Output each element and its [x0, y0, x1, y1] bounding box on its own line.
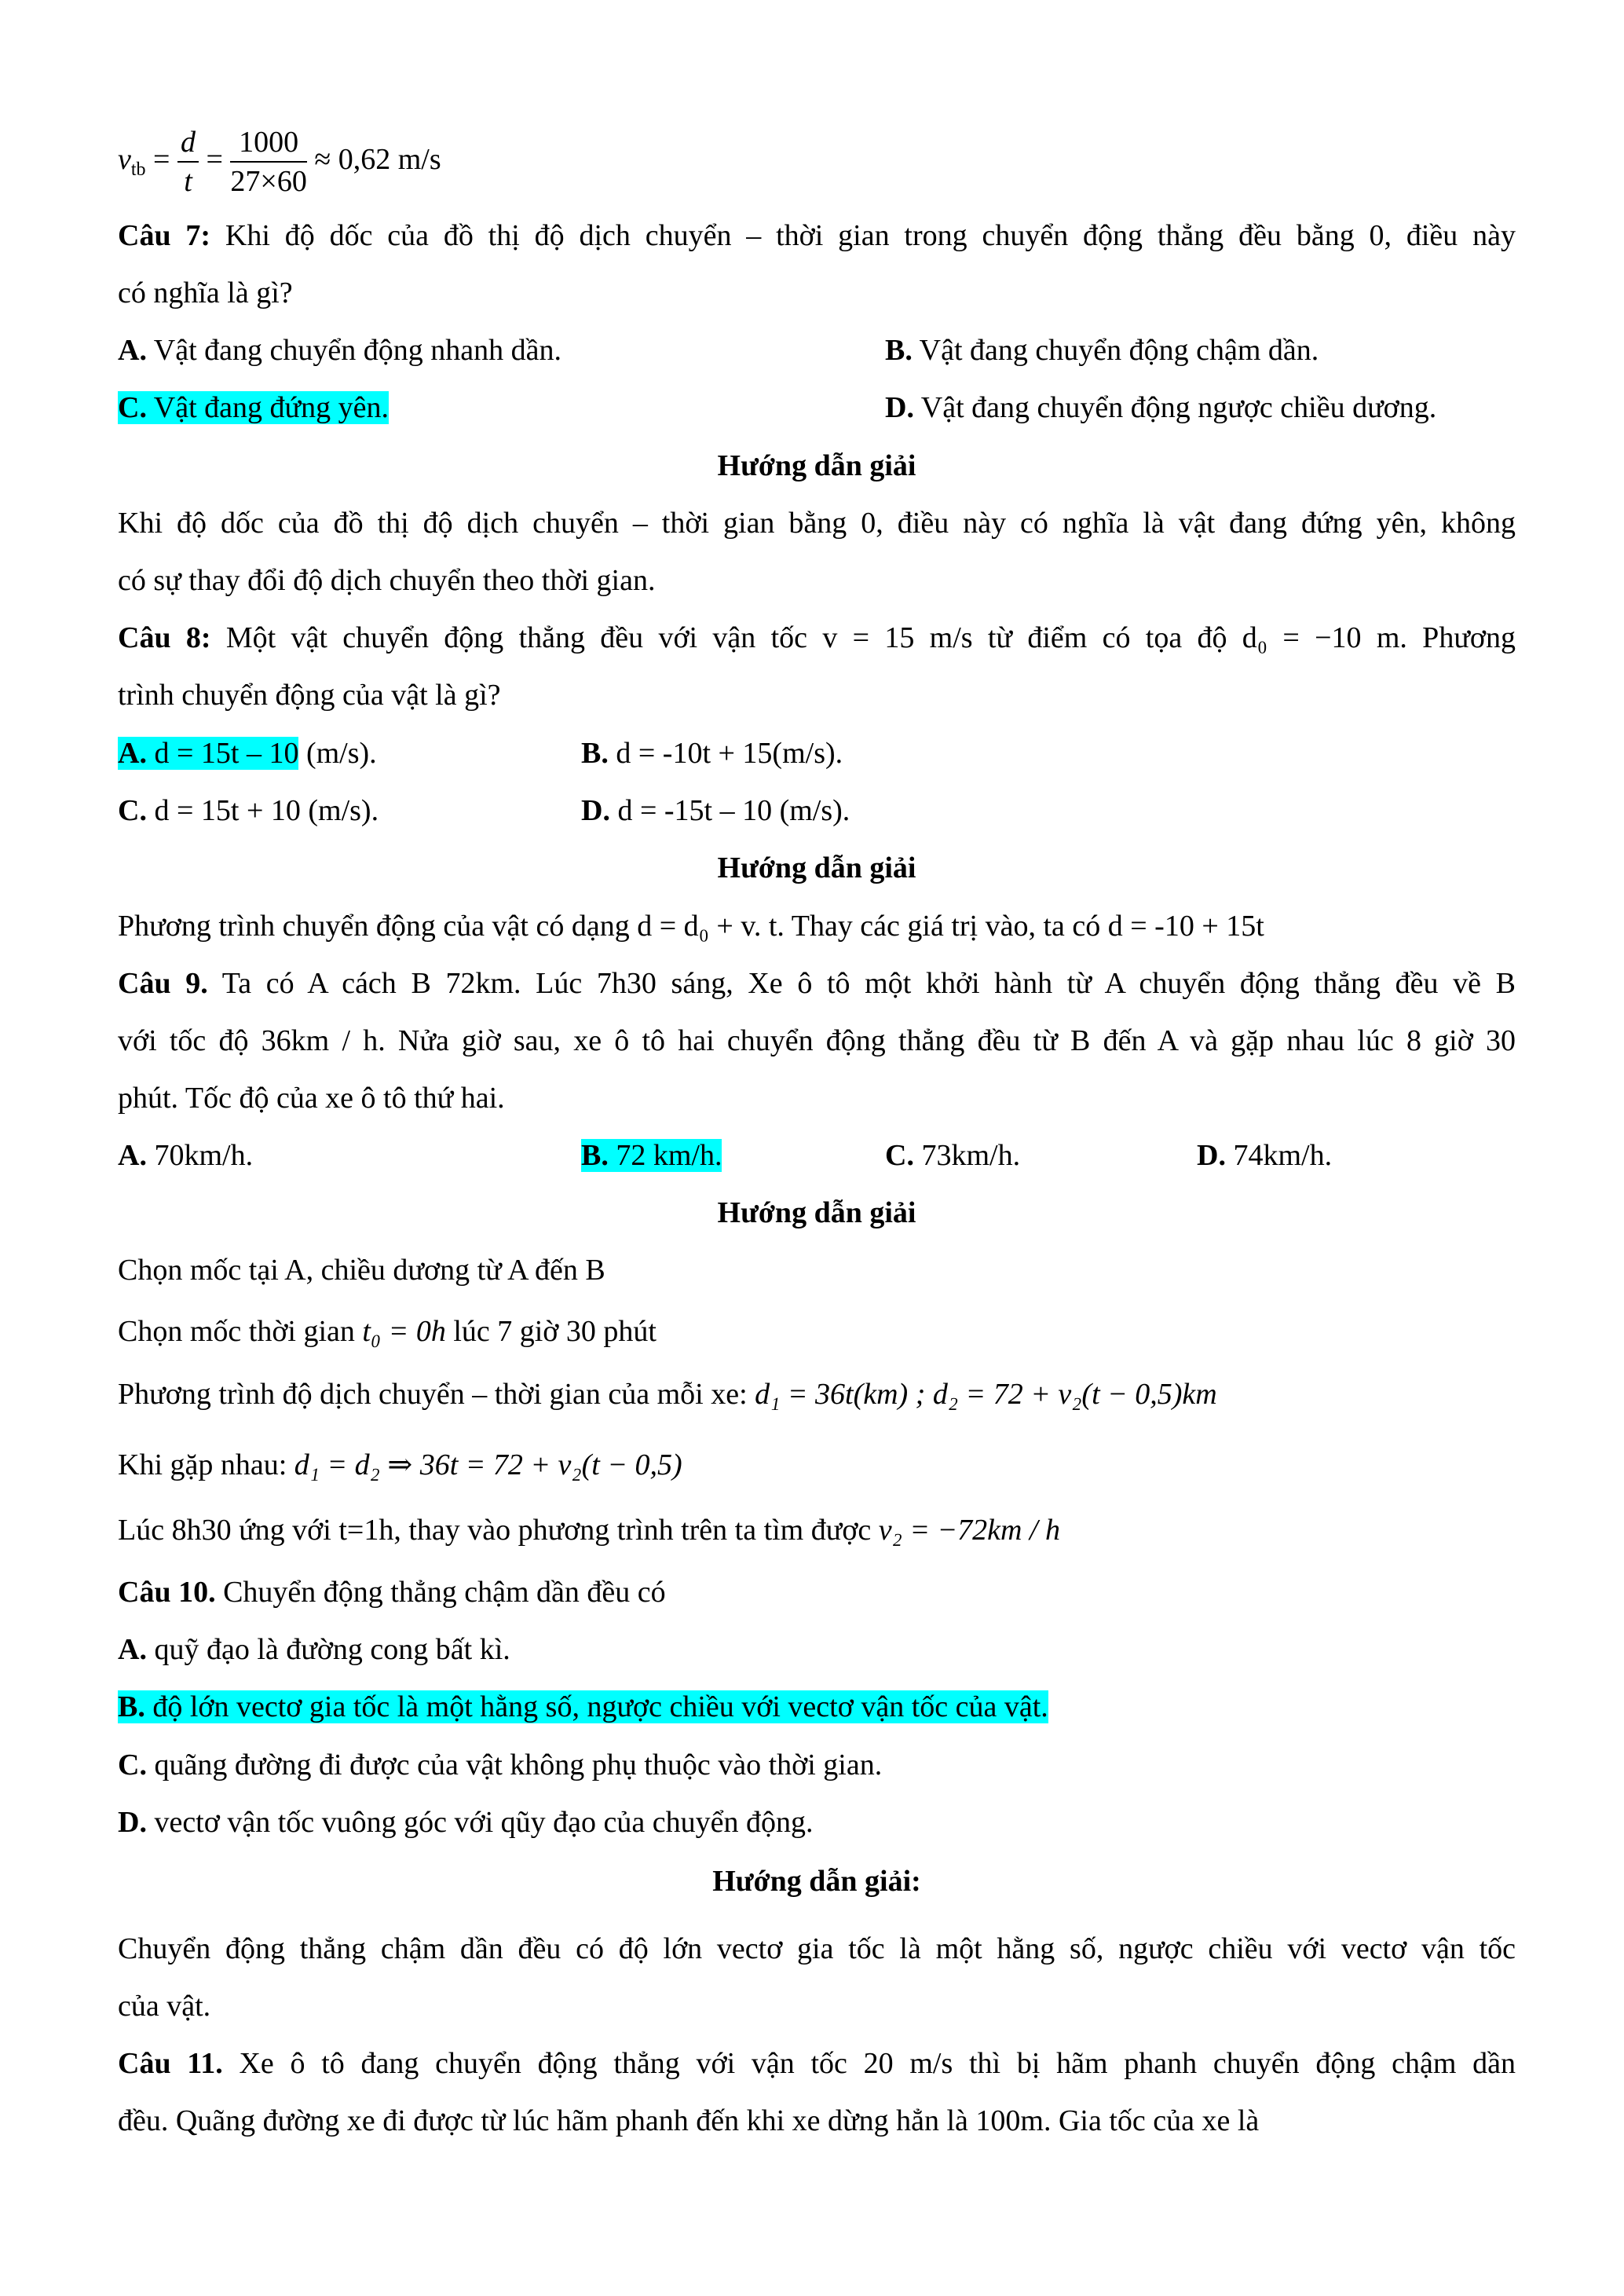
q9-option-b: [581, 1137, 722, 1174]
q8-option-c: [118, 793, 379, 829]
text: lúc 7 giờ 30 phút: [445, 1315, 657, 1348]
guide-title-text: Hướng dẫn giải: [717, 449, 916, 482]
q10-line1: [118, 1574, 1516, 1610]
option-text: quỹ đạo là đường cong bất kì.: [146, 1633, 510, 1666]
option-text: 73km/h.: [913, 1139, 1021, 1172]
q11-line2: đều. Quãng đường xe đi được từ lúc hãm phanh đến khi xe dừng hẳn là 100m. Gia tốc của xe là: [118, 2104, 1260, 2137]
q9-guide-line5: [118, 1512, 1516, 1548]
q8-option-a: [118, 735, 377, 771]
text: Chọn mốc thời gian: [118, 1315, 363, 1348]
option-key: C.: [118, 1749, 147, 1782]
frac1-num: d: [177, 123, 199, 163]
q9-guide-title: [118, 1195, 1516, 1231]
answer-highlight: [581, 1139, 722, 1172]
answer-highlight: [118, 737, 298, 770]
math: v₂ = −72km / h: [878, 1514, 1061, 1547]
option-key: B.: [885, 334, 913, 367]
q10-label: Câu 10.: [118, 1576, 216, 1609]
q7-guide-title: [118, 448, 1516, 484]
q8-line2: trình chuyển động của vật là gì?: [118, 679, 501, 712]
q10-guide-line1: Chuyển động thẳng chậm dần đều có độ lớn vectơ gia tốc là một hằng số, ngược chiều với vectơ vận tốc: [118, 1932, 1516, 1965]
q7-option-b: [885, 332, 1319, 368]
option-text: Vật đang chuyển động chậm dần.: [912, 334, 1319, 367]
formula-lhs: v: [118, 143, 131, 176]
option-key: A.: [118, 1633, 147, 1666]
q9-label: Câu 9.: [118, 967, 208, 1000]
option-key: C.: [118, 391, 147, 424]
text: Lúc 8h30 ứng với t=1h, thay vào phương trình trên ta tìm được: [118, 1514, 879, 1547]
option-text: d = -10t + 15(m/s).: [608, 737, 843, 770]
q10-option-d: [118, 1804, 1516, 1840]
option-text: Vật đang chuyển động nhanh dần.: [146, 334, 561, 367]
formula-lhs-sub: tb: [130, 159, 146, 180]
option-key: B.: [581, 1139, 609, 1172]
q10-option-b: [118, 1689, 1516, 1725]
q9-guide-line4: [118, 1447, 1516, 1483]
q8-option-b: [581, 735, 843, 771]
q9-option-c: [885, 1137, 1020, 1174]
q9-guide-line2: [118, 1313, 1516, 1349]
q10-guide-title: [118, 1863, 1516, 1899]
formula-eq: =: [153, 143, 170, 176]
q11-text: Xe ô tô đang chuyển động thẳng với vận tốc 20 m/s thì bị hãm phanh chuyển động chậm dần: [222, 2047, 1516, 2080]
option-text: Vật đang chuyển động ngược chiều dương.: [913, 391, 1437, 424]
q9-guide-line3: [118, 1376, 1516, 1412]
guide-title-text: Hướng dẫn giải:: [712, 1865, 921, 1898]
q9-line2: với tốc độ 36km / h. Nửa giờ sau, xe ô tô hai chuyển động thẳng đều từ B đến A và gặp nhau lúc 8 giờ 30: [118, 1024, 1516, 1057]
option-key: D.: [118, 1806, 147, 1839]
option-key: D.: [885, 391, 914, 424]
option-text: d = -15t – 10 (m/s).: [609, 794, 850, 827]
q7-option-a: [118, 332, 561, 368]
option-key: B.: [581, 737, 609, 770]
q9-line1: [118, 965, 1516, 1002]
option-key: D.: [1197, 1139, 1226, 1172]
q7-text: Khi độ dốc của đồ thị độ dịch chuyển – thời gian trong chuyển động thẳng đều bằng 0, điều này: [210, 219, 1516, 252]
option-text: d = 15t – 10: [146, 737, 299, 770]
q7-option-d: [885, 390, 1436, 426]
q11-line1: [118, 2045, 1516, 2082]
q8-text: Một vật chuyển động thẳng đều với vận tốc v = 15 m/s từ điểm có tọa độ d₀ = −10 m. Phương: [210, 621, 1516, 654]
formula-result: ≈ 0,62 m/s: [314, 143, 441, 176]
q8-guide-title: [118, 850, 1516, 886]
guide-title-text: Hướng dẫn giải: [717, 1196, 916, 1229]
frac2-den: 27×60: [230, 165, 307, 199]
math: t₀ = 0h: [362, 1315, 446, 1348]
q9-guide-line1: Chọn mốc tại A, chiều dương từ A đến B: [118, 1254, 605, 1287]
q7-guide-line1: Khi độ dốc của đồ thị độ dịch chuyển – thời gian bằng 0, điều này có nghĩa là vật đang đứng yên, không: [118, 507, 1516, 540]
formula-fraction-2: [230, 123, 306, 200]
q7-label: Câu 7:: [118, 219, 211, 252]
q10-text: Chuyển động thẳng chậm dần đều có: [215, 1576, 666, 1609]
q9-line3: phút. Tốc độ của xe ô tô thứ hai.: [118, 1082, 505, 1115]
answer-highlight: [118, 1690, 1048, 1723]
text: Khi gặp nhau:: [118, 1448, 294, 1481]
q7-guide-line2: có sự thay đổi độ dịch chuyển theo thời gian.: [118, 564, 656, 597]
math: d₁ = d₂ ⇒ 36t = 72 + v₂(t − 0,5): [294, 1448, 682, 1481]
q9-option-d: [1197, 1137, 1332, 1174]
q9-text: Ta có A cách B 72km. Lúc 7h30 sáng, Xe ô tô một khởi hành từ A chuyển động thẳng đều về B: [207, 967, 1516, 1000]
q10-option-a: [118, 1631, 1516, 1668]
q7-line2: có nghĩa là gì?: [118, 276, 293, 309]
option-key: B.: [118, 1690, 145, 1723]
formula-fraction-1: [177, 123, 199, 200]
q7-line1: [118, 218, 1516, 254]
option-key: C.: [885, 1139, 914, 1172]
q10-option-c: [118, 1747, 1516, 1783]
option-key: A.: [118, 334, 147, 367]
q10-guide-line2: của vật.: [118, 1990, 211, 2023]
q9-option-a: [118, 1137, 253, 1174]
option-text: 70km/h.: [146, 1139, 254, 1172]
frac1-den: t: [184, 165, 192, 199]
option-text: vectơ vận tốc vuông góc với qũy đạo của chuyển động.: [146, 1806, 814, 1839]
option-text: Vật đang đứng yên.: [146, 391, 389, 424]
guide-title-text: Hướng dẫn giải: [717, 851, 916, 884]
option-key: A.: [118, 737, 147, 770]
q8-option-d: [581, 793, 850, 829]
option-key: C.: [118, 794, 147, 827]
option-tail: (m/s).: [298, 737, 377, 770]
option-key: D.: [581, 794, 610, 827]
formula-vtb: [118, 116, 441, 203]
option-text: độ lớn vectơ gia tốc là một hằng số, ngược chiều với vectơ vận tốc của vật.: [144, 1690, 1048, 1723]
option-text: d = 15t + 10 (m/s).: [146, 794, 379, 827]
option-text: 74km/h.: [1225, 1139, 1333, 1172]
q7-option-c: [118, 390, 389, 426]
math: d₁ = 36t(km) ; d₂ = 72 + v₂(t − 0,5)km: [755, 1378, 1217, 1411]
q8-label: Câu 8:: [118, 621, 211, 654]
answer-highlight: [118, 391, 389, 424]
option-key: A.: [118, 1139, 147, 1172]
formula-eq-2: =: [206, 143, 223, 176]
q11-label: Câu 11.: [118, 2047, 223, 2080]
option-text: quãng đường đi được của vật không phụ thuộc vào thời gian.: [146, 1749, 883, 1782]
option-text: 72 km/h.: [608, 1139, 722, 1172]
q8-guide-line1: Phương trình chuyển động của vật có dạng d = d₀ + v. t. Thay các giá trị vào, ta có d = -10 + 15t: [118, 910, 1264, 943]
q8-line1: [118, 620, 1516, 656]
text: Phương trình độ dịch chuyển – thời gian của mỗi xe:: [118, 1378, 755, 1411]
frac2-num: 1000: [230, 123, 306, 163]
